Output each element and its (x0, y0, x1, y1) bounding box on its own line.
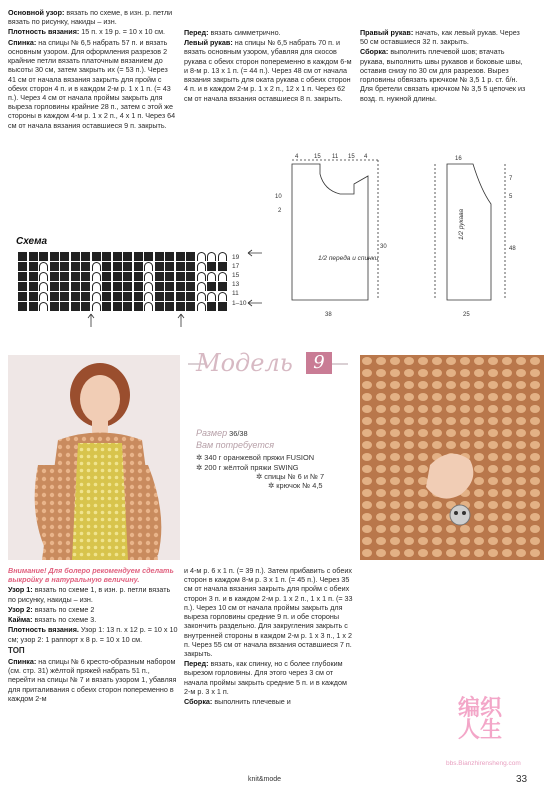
list-item: ✲ 200 г жёлтой пряжи SWING (196, 462, 299, 472)
chart-cell (176, 302, 185, 311)
chart-cell (197, 292, 206, 301)
chart-cell (207, 302, 216, 311)
chart-cell (81, 302, 90, 311)
chart-cell (134, 302, 143, 311)
chart-cell (144, 252, 153, 261)
dim-text: 5 (509, 194, 513, 200)
gauge-text: 15 п. х 19 р. = 10 х 10 см. (81, 27, 166, 37)
chart-cell (39, 272, 48, 281)
chart-cell (50, 252, 59, 261)
chart-cell (50, 302, 59, 311)
chart-cell (60, 292, 69, 301)
chart-cell (71, 282, 80, 291)
back-label: Спинка: (8, 656, 37, 666)
chart-cell (102, 282, 111, 291)
chart-cell (113, 282, 122, 291)
chart-cell (207, 292, 216, 301)
top-front-back-pattern-shape (392, 740, 393, 741)
dim-text: 48 (509, 246, 516, 252)
chart-cell (134, 272, 143, 281)
assembly-label: Сборка: (360, 47, 389, 57)
right-sleeve-label: Правый рукав: (360, 28, 414, 37)
chart-cell (218, 302, 227, 311)
chart-cell (71, 292, 80, 301)
left-sleeve-label: Левый рукав: (184, 38, 233, 48)
chart-cell (39, 292, 48, 301)
chart-cell (165, 272, 174, 281)
chart-cell (218, 272, 227, 281)
dim-text: 15 (348, 154, 355, 160)
chart-cell (186, 292, 195, 301)
column-4 (8, 566, 178, 704)
front-text: вязать симметрично. (210, 28, 281, 37)
chart-cell (18, 272, 27, 281)
right-sleeve-text: начать, как левый рукав. Через 50 см оставшиеся 32 п. закрыть. (360, 28, 520, 47)
chart-cell (134, 252, 143, 261)
chart-cell (50, 292, 59, 301)
chart-cell (165, 252, 174, 261)
chart-cell (50, 262, 59, 271)
back-text: на спицы № 6,5 набрать 57 п. и вязать основным узором. Для оформления разрезов 2 крайние петли вязать платочным вязанием до высоты 30 см, затем закрыть их (= 53 п.). Через 41 см от начала вязания закрыть для пройм с обеих сторон 4 п. и в каждом 2-м р. 1 х 1 п. (= 43 п.). Через 4 см от начала проймы закрыть для выреза горловины крайние 28 п., затем с этой же стороны в каждом 4-м р. 1 х 2 п., 4 х 1 п. Через 64 см от начала вязания оставшиеся 9 п. закрыть. (8, 37, 176, 130)
top-front-back-diagram-3-final (388, 742, 389, 743)
chart-cell (207, 252, 216, 261)
chart-cell (113, 252, 122, 261)
chart-cell (102, 302, 111, 311)
left-sleeve-text: на спицы № 6,5 набрать 70 п. и вязать основным узором, убавляя для скосов рукава с обеих сторон попеременно в каждом 6-м и 8-м р. 13 х 1 п. (= 44 п.). Через 48 см от начала вязания закрыть для оката рукава с обеих сторон 4 п. и в каждом 2-м р. 1 х 2 п., 12 х 1 п. Через 62 см от начала вязания оставшиеся 8 п. закрыть. (184, 38, 352, 103)
dim-text: 4 (295, 154, 299, 160)
schema-title: Схема (16, 236, 48, 247)
basic-pattern-label: Основной узор: (8, 8, 65, 17)
assembly-label: Сборка: (184, 697, 213, 707)
chart-cell (197, 252, 206, 261)
chart-cell (18, 262, 27, 271)
stitch-chart (18, 250, 230, 312)
attention-note: Внимание! Для болеро рекомендуем сделать выкройку в натуральную величину. (8, 566, 174, 585)
closeup-photo (360, 355, 544, 560)
chart-cell (102, 272, 111, 281)
chart-cell (155, 282, 164, 291)
model-banner (188, 350, 348, 378)
chart-cell (144, 302, 153, 311)
chart-cell (165, 292, 174, 301)
dim-text: 38 (325, 312, 332, 318)
model-photo (8, 355, 180, 560)
pattern2-label: Узор 2: (8, 604, 33, 614)
chart-cell (60, 282, 69, 291)
gauge-label: Плотность вязания: (8, 27, 80, 37)
chart-cell (29, 262, 38, 271)
chart-cell (218, 282, 227, 291)
arrow-icon (244, 248, 264, 258)
chart-cell (207, 272, 216, 281)
chart-cell (186, 272, 195, 281)
chart-cell (81, 272, 90, 281)
back-text: на спицы № 6 кресто-образным набором (см. стр. 31) жёлтой пряжей набрать 51 п., перейти на спицы № 7 и вязать узором 1, убавляя для приталивания с обеих сторон попеременно в каждом 2-м (8, 656, 177, 703)
chart-cell (102, 252, 111, 261)
dim-text: 25 (463, 312, 470, 318)
model-number: 9 (306, 352, 332, 374)
chart-cell (123, 272, 132, 281)
chart-cell (60, 262, 69, 271)
chart-cell (176, 262, 185, 271)
chart-cell (197, 282, 206, 291)
chart-cell (71, 302, 80, 311)
row-label: 1–10 (232, 300, 247, 307)
row-label: 11 (232, 290, 239, 297)
chart-cell (60, 302, 69, 311)
chart-cell (92, 252, 101, 261)
list-item: ✲ крючок № 4,5 (268, 481, 323, 491)
chart-cell (123, 252, 132, 261)
chart-cell (92, 262, 101, 271)
chart-cell (92, 282, 101, 291)
chart-cell (92, 302, 101, 311)
dim-text: 7 (509, 176, 513, 182)
chart-cell (113, 262, 122, 271)
chart-cell (29, 282, 38, 291)
chart-cell (123, 302, 132, 311)
chart-cell (81, 282, 90, 291)
dim-text: 15 (314, 154, 321, 160)
column-5 (184, 566, 354, 707)
back-label: Спинка: (8, 37, 37, 47)
arrow-up-icon (176, 312, 186, 328)
chart-cell (123, 262, 132, 271)
chart-cell (39, 252, 48, 261)
chart-cell (71, 252, 80, 261)
chart-cell (155, 292, 164, 301)
model-title: Модель (196, 349, 293, 377)
chart-cell (39, 282, 48, 291)
chart-cell (92, 292, 101, 301)
edge-label: Кайма: (8, 615, 33, 625)
pattern2-text: вязать по схеме 2 (34, 604, 95, 614)
front-label: Перед: (184, 28, 209, 37)
gauge-label: Плотность вязания. (8, 625, 79, 635)
chart-cell (81, 252, 90, 261)
arrow-up-icon (86, 312, 96, 328)
chart-cell (92, 272, 101, 281)
dim-text: 2 (278, 208, 282, 214)
chart-cell (218, 252, 227, 261)
chart-cell (176, 252, 185, 261)
chart-cell (197, 302, 206, 311)
chart-cell (113, 302, 122, 311)
dim-text: 4 (364, 154, 368, 160)
chart-cell (18, 282, 27, 291)
front-label: Перед: (184, 659, 209, 669)
top-front-back-measurement (388, 740, 389, 741)
chart-cell (197, 272, 206, 281)
materials-label: Вам потребуется (196, 439, 275, 450)
continuation-text: и 4-м р. 6 х 1 п. (= 39 п.). Затем прибавить с обеих сторон в каждом 8-м р. 3 х 1 п. (= 45 п.). Через 35 см от начала вязания закрыть для пройм с обеих сторон 3 п. и в каждом 2-м р. 1 х 2 п., 1 х 1 п. (= 33 п.). Через 10 см от начала проймы закрыть для выреза горловины средние 9 п. и обе стороны закончить раздельно. Для закругления закрыть с внутренней стороны в каждом 2-м р. 1 х 3 п., 1 х 2 п. Через 55 см от начала вязания оставшиеся 7 п. закрыть. (184, 566, 353, 658)
dim-text: 30 (380, 244, 387, 250)
chart-cell (186, 262, 195, 271)
gauge-text: Узор 1: 13 п. х 12 р. = 10 х 10 см; узор 2: 1 раппорт x 8 р. = 10 х 10 см. (8, 625, 178, 644)
chart-cell (29, 252, 38, 261)
chart-cell (197, 262, 206, 271)
dim-text: 11 (332, 154, 339, 160)
chart-cell (176, 292, 185, 301)
sleeve-diagram (425, 150, 535, 330)
chart-cell (155, 262, 164, 271)
chart-cell (176, 272, 185, 281)
chart-cell (60, 252, 69, 261)
chart-cell (113, 292, 122, 301)
chart-cell (144, 272, 153, 281)
chart-cell (165, 302, 174, 311)
chart-cell (144, 262, 153, 271)
materials-block (196, 428, 356, 491)
chart-cell (50, 272, 59, 281)
chart-cell (18, 292, 27, 301)
assembly-text: выполнить плечевые и (214, 697, 291, 707)
chart-cell (144, 292, 153, 301)
chart-cell (60, 272, 69, 281)
top-half-front-back-lower-right-diagram (390, 740, 391, 741)
chart-cell (134, 262, 143, 271)
chart-cell (186, 252, 195, 261)
arrow-icon (244, 298, 264, 308)
chart-cell (71, 262, 80, 271)
watermark-chars: 编织人生 (458, 696, 503, 743)
chart-cell (39, 262, 48, 271)
diagram-label: 1/2 переда и спинки (318, 255, 379, 262)
chart-cell (134, 282, 143, 291)
chart-cell (50, 282, 59, 291)
chart-cell (218, 262, 227, 271)
section-heading: ТОП (8, 645, 25, 655)
page-number: 33 (516, 774, 528, 785)
chart-cell (186, 282, 195, 291)
chart-cell (29, 302, 38, 311)
chart-cell (218, 292, 227, 301)
list-item: ✲ спицы № 6 и № 7 (256, 471, 325, 481)
watermark (446, 696, 548, 778)
chart-cell (176, 282, 185, 291)
chart-cell (29, 272, 38, 281)
chart-cell (155, 252, 164, 261)
assembly-text: выполнить плечевой шов; втачать рукава, выполнить швы рукавов и боковые швы, оставив снизу по 30 см для разрезов. Вырез горловины обвязать крючком № 3,5 1 р. ст. б/н. Для бретели связать крючком № 3,5 5 цепочек из возд. п. нужной длины. (360, 47, 526, 103)
column-1 (8, 8, 176, 131)
chart-cell (134, 292, 143, 301)
watermark-url: bbs.Bianzhirensheng.com (446, 760, 521, 767)
chart-cell (29, 292, 38, 301)
front-text: вязать, как спинку, но с более глубоким вырезом горловины. Для этого через 3 см от начала проймы закрыть средние 5 п. и в каждом 2-м р. 3 х 1 п. (184, 659, 347, 696)
chart-cell (123, 292, 132, 301)
chart-cell (165, 262, 174, 271)
size-value: 36/38 (229, 429, 248, 438)
column-2 (184, 28, 354, 104)
chart-cell (123, 282, 132, 291)
dim-text: 16 (455, 156, 462, 162)
chart-cell (207, 282, 216, 291)
column-3 (360, 28, 528, 104)
chart-cell (155, 272, 164, 281)
row-label: 15 (232, 272, 240, 279)
basic-pattern-text: вязать по схеме, в изн. р. петли вязать по рисунку, накиды – изн. (8, 8, 173, 27)
chart-cell (81, 262, 90, 271)
chart-cell (18, 302, 27, 311)
chart-cell (113, 272, 122, 281)
front-back-diagram (270, 150, 400, 330)
row-label: 19 (232, 254, 240, 261)
top-diagram-view (392, 744, 393, 745)
chart-cell (102, 292, 111, 301)
chart-cell (155, 302, 164, 311)
size-label: Размер (196, 428, 228, 438)
dim-text: 10 (275, 194, 282, 200)
top-front-back-diagram-bottom-right (390, 742, 540, 743)
diagram-3-static (396, 746, 397, 747)
chart-cell (186, 302, 195, 311)
chart-cell (81, 292, 90, 301)
chart-cell (71, 272, 80, 281)
pattern1-label: Узор 1: (8, 585, 33, 595)
row-label: 13 (232, 281, 240, 288)
list-item: ✲ 340 г оранжевой пряжи FUSION (196, 453, 315, 463)
chart-cell (144, 282, 153, 291)
chart-cell (39, 302, 48, 311)
footer-brand: knit&mode (248, 776, 282, 783)
chart-cell (207, 262, 216, 271)
chart-cell (18, 252, 27, 261)
chart-cell (102, 262, 111, 271)
pattern1-text: вязать по схеме 1, в изн. р. петли вязать по рисунку, накиды – изн. (8, 585, 171, 604)
edge-text: вязать по схеме 3. (34, 615, 97, 625)
chart-cell (165, 282, 174, 291)
diagram-label: 1/2 рукава (458, 208, 465, 240)
row-label: 17 (232, 263, 240, 270)
